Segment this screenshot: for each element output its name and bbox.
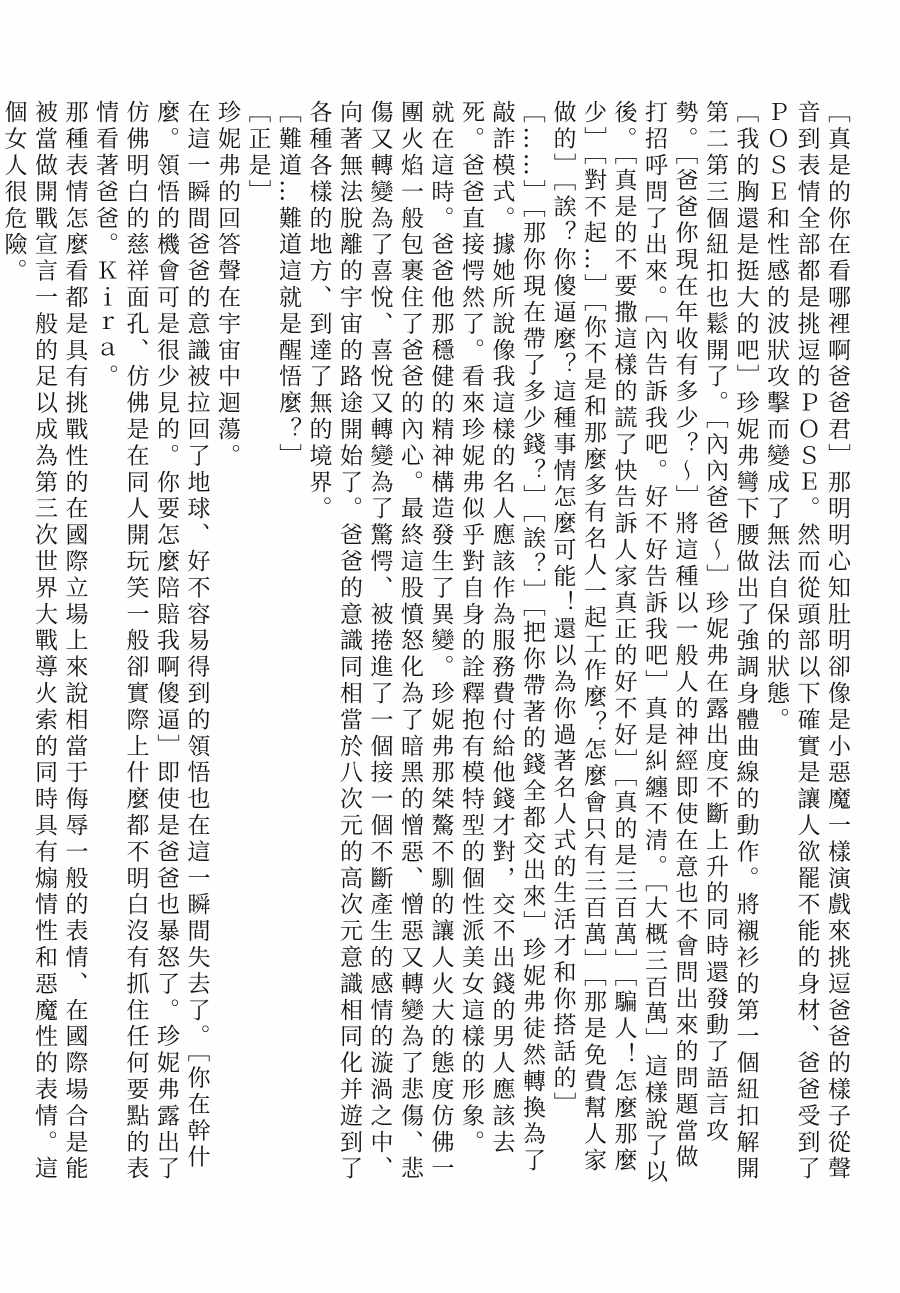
paragraph-dangerous-expression: 那種表情怎麼看都是具有挑戰性的在國際立場上來說相當于侮辱一般的表情、在國際場合是能被當做開戰宣言一般的足以成為第三次世界大戰導火索的同時具有煽情性和惡魔性的表情。這個女人很危險。 [0,100,88,1183]
paragraph-emotional-vortex: 就在這時。爸爸他那穩健的精神構造發生了異變。珍妮弗那桀驁不馴的讓人火大的態度仿佛一團火焰一般包裹住了爸爸的內心。最終這股憤怒化為了暗黑的憎惡、憎惡又轉變為了悲傷、悲傷又轉變為了喜悅、喜悅又轉變為了驚愕、被捲進了一個接一個不斷產生的感情的漩渦之中、向著無法脫離的宇宙的路途開始了。爸爸的意識同相當於八次元的高次元意識相同化并遊到了各種各樣的地方、到達了無的境界。 [305,100,454,1183]
vertical-text-body [0,100,852,1190]
paragraph-answer-correct: ［正是］ [244,100,271,206]
paragraph-lost-enlightenment: 在這一瞬間爸爸的意識被拉回了地球、好不容易得到的領悟也在這一瞬間失去了。［你在幹什麼。領悟的機會可是很少見的。你要怎麼陪賠我啊傻逼］即使是爸爸也暴怒了。珍妮弗露出了仿佛明白的慈祥面孔、仿佛是在同人開玩笑一般卻實際上什麼都不明白沒有抓住任何要點的表情看著爸爸。Ｋｉｒａ。 [92,100,210,1183]
paragraph-income-conversation: ［我的胸還是挺大的吧］珍妮弗彎下腰做出了強調身體曲線的動作。將襯衫的第一個紐扣解開第二第三個紐扣也鬆開了。［內內爸爸～］珍妮弗在露出度不斷上升的同時還發動了語言攻勢。［爸爸你現在年收有多少？～］將這種以一般人的神經即使在意也不會問出來的問題當做打招呼問了出來。［內告訴我吧。好不好告訴我吧］真是糾纏不清。［大概三百萬］這樣說了以後。［真是的不要撒這樣的謊了快告訴人家真正的好不好］［真的是三百萬］［騙人！怎麼那麼少］［對不起…］［你不是和那麼多有名人一起工作麼？怎麼會只有三百萬］［那是免費幫人家做的］［誒？你傻逼麼？這種事情怎麼可能！還以為你過著名人式的生活才和你搭話的］［……］［那你現在帶了多少錢？］［誒？］［把你帶著的錢全都交出來］珍妮弗徒然轉換為了敲詐模式。據她所說像我這樣的名人應該作為服務費付給他錢才對，交不出錢的男人應該去死。爸爸直接愕然了。看來珍妮弗似乎對自身的詮釋抱有模特型的個性派美女這樣的形象。 [458,100,759,1186]
paragraph-answer-echo: 珍妮弗的回答聲在宇宙中迴蕩。 [214,100,240,470]
paragraph-teasing-pose: ［真是的你在看哪裡啊爸爸君］那明明心知肚明卻像是小惡魔一樣演戲來挑逗爸爸的樣子從聲音到表情全部都是挑逗的ＰＯＳＥ。然而從頭部以下確實是讓人欲罷不能的身材、爸爸受到了ＰＯＳＥ和性感的波狀攻擊而變成了無法自保的狀態。 [763,100,850,1183]
paragraph-enlightenment-question: ［難道…難道這就是醒悟麼？］ [275,100,301,470]
